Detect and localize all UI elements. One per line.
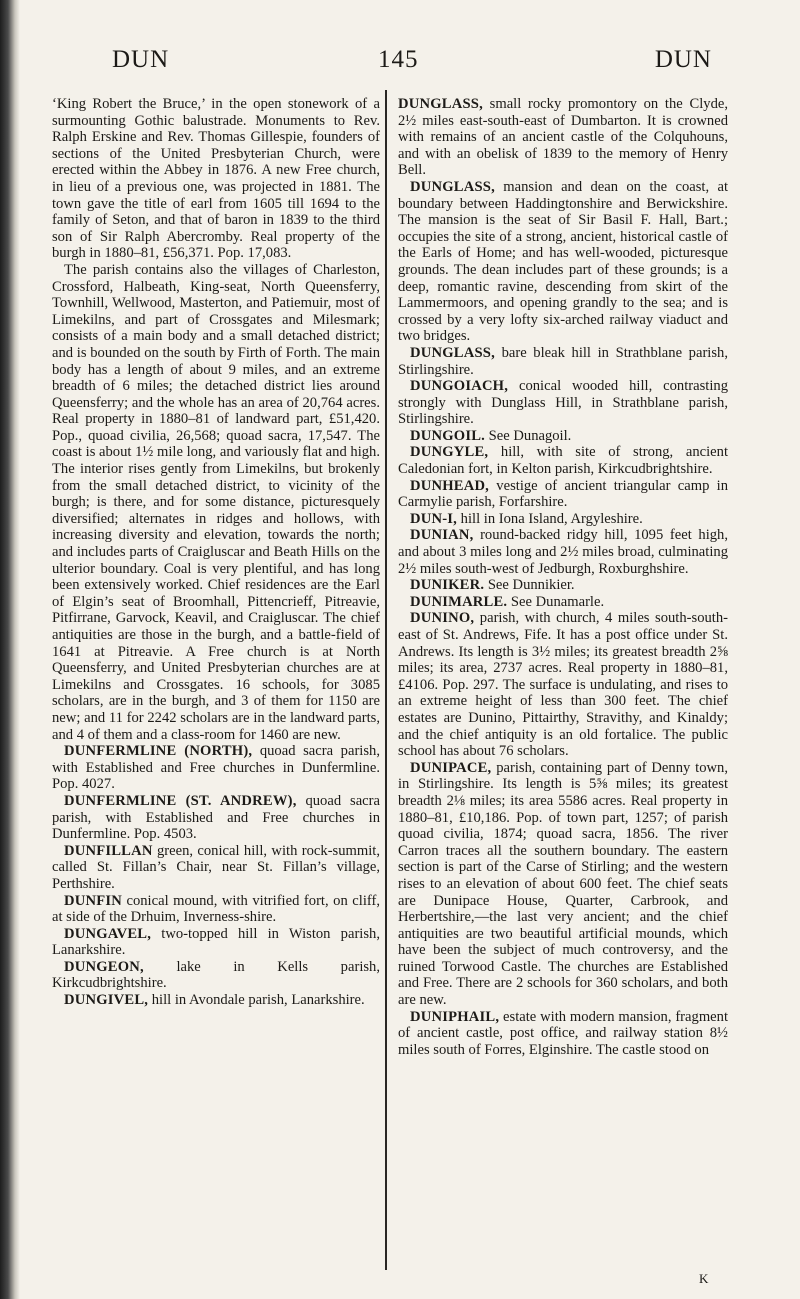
running-header — [112, 46, 712, 74]
entry-text: bare bleak hill in Strathblane parish, Stirlingshire. — [398, 344, 728, 378]
dictionary-entry — [398, 378, 728, 428]
dictionary-entry — [52, 992, 380, 1009]
dictionary-entry — [398, 96, 728, 179]
entry-text: small rocky promontory on the Clyde, 2½ miles east-south-east of Dumbarton. It is crowned with remains of an ancient castle of the Colquhouns, and with an obelisk of 1839 to the memory of Henry Bell. — [398, 96, 728, 179]
entry-text: ‘King Robert the Bruce,’ in the open stonework of a surmounting Gothic balustrade. Monuments to Rev. Ralph Erskine and Rev. Thomas Gillespie, founders of sections of the United Presbyterian Church, were erected within the Abbey in 1876. A new Free church, in lieu of a previous one, was projected in 1881. The town gave the title of earl from 1605 till 1694 to the family of Seton, and that of baron in 1839 to the third son of Sir Ralph Abercromby. Real property of the burgh in 1880–81, £56,371. Pop. 17,083. — [52, 96, 380, 262]
dictionary-entry — [398, 1009, 728, 1059]
entry-text: See Dunnikier. — [484, 577, 575, 594]
entry-headword: DUNFILLAN — [64, 842, 153, 859]
page-number: 145 — [378, 46, 419, 73]
entry-headword: DUNGOIACH, — [410, 378, 509, 395]
dictionary-entry — [52, 959, 380, 992]
entry-headword: DUNGEON, — [64, 958, 144, 975]
entry-text: lake in Kells parish, Kirkcudbrightshire. — [52, 958, 380, 992]
dictionary-entry — [52, 793, 380, 843]
entry-headword: DUN-I, — [410, 510, 458, 527]
entry-text: hill in Avondale parish, Lanarkshire. — [148, 992, 365, 1009]
book-spine-shadow — [0, 0, 20, 1299]
dictionary-entry — [398, 577, 728, 594]
dictionary-entry — [398, 345, 728, 378]
dictionary-entry — [398, 527, 728, 577]
left-column — [52, 96, 380, 1009]
entry-headword: DUNIMARLE. — [410, 593, 508, 610]
entry-text: parish, containing part of Denny town, in Stirlingshire. Its length is 5⅝ miles; its greatest breadth 2⅛ miles; its area 5586 acres. Real property in 1880–81, £10,186. Pop. of town part, 1257; of parish quoad civilia, 1874; quoad sacra, 1856. The river Carron traces all the southern boundary. The eastern section is part of the Carse of Stirling; and the western rises to an elevation of about 600 feet. The chief seats are Dunipace House, Quarter, Carbrook, and Herbertshire,—the last very ancient; and the chief antiquities are two beautiful artificial mounds, which have been the subject of much controversy, and the ruined Torwood Castle. The churches are Established and Free. There are 2 schools for 360 scholars, and both are new. — [398, 759, 728, 1009]
entry-headword: DUNGYLE, — [410, 444, 489, 461]
column-divider — [385, 90, 387, 1270]
dictionary-entry — [398, 428, 728, 445]
entry-headword: DUNFERMLINE (ST. ANDREW), — [64, 792, 297, 809]
entry-text: two-topped hill in Wiston parish, Lanarkshire. — [52, 925, 380, 959]
signature-mark: K — [699, 1271, 709, 1286]
right-column — [398, 96, 728, 1058]
entry-text: hill, with site of strong, ancient Caledonian fort, in Kelton parish, Kirkcudbrightshire. — [398, 444, 728, 478]
entry-text: green, conical hill, with rock-summit, called St. Fillan’s Chair, near St. Fillan’s village, Perthshire. — [52, 842, 380, 892]
dictionary-entry — [52, 843, 380, 893]
dictionary-entry — [398, 760, 728, 1009]
entry-headword: DUNFERMLINE (NORTH), — [64, 743, 253, 760]
entry-text: See Dunagoil. — [484, 427, 572, 444]
dictionary-entry — [398, 594, 728, 611]
dictionary-entry — [52, 893, 380, 926]
entry-headword: DUNIPACE, — [410, 759, 492, 776]
entry-headword: DUNINO, — [410, 610, 475, 627]
entry-text: The parish contains also the villages of Charleston, Crossford, Halbeath, King-seat, North Queensferry, Townhill, Wellwood, Masterton, and Patiemuir, most of Limekilns, and part of Crossgates and Milesmark; consists of a main body and a small detached district; and is bounded on the south by Firth of Forth. The main body has a length of about 9 miles, and an extreme breadth of 6 miles; the detached district lies around Queensferry; and the whole has an area of 20,764 acres. Real property in 1880–81 of landward part, £51,420. Pop., quoad civilia, 26,568; quoad sacra, 17,547. The coast is about 1½ mile long, and variously flat and high. The interior rises gently from Limekilns, but brokenly from the small detached district, to vicinity of the burgh; is there, and for some distance, picturesquely diversified; alternates in ridges and hollows, with increasing diversity and elevation, towards the north; and includes parts of Craigluscar and Beath Hills on the ulterior boundary. Coal is very plentiful, and has long been extensively worked. Chief residences are the Earl of Elgin’s seat of Broomhall, Pittencrieff, Pitreavie, Pitfirrane, Garvock, Keavil, and Craigluscar. The chief antiquities are those in the burgh, and a battle-field of 1641 at Pitreavie. A Free church is at North Queensferry, and United Presbyterian churches are at Limekilns and Crossgates. 16 schools, for 3085 scholars, are in the burgh, and 3 of them for 1150 are new; and 11 for 2242 scholars are in the landward parts, and 4 of them and a class-room for 1460 are new. — [52, 261, 380, 743]
entry-text: vestige of ancient triangular camp in Carmylie parish, Forfarshire. — [398, 477, 728, 511]
dictionary-entry — [52, 926, 380, 959]
dictionary-entry — [398, 511, 728, 528]
entry-headword: DUNGLASS, — [398, 96, 483, 112]
entry-text: conical mound, with vitrified fort, on cliff, at side of the Drhuim, Inverness-shire. — [52, 892, 380, 926]
entry-text: quoad sacra parish, with Established and Free churches in Dunfermline. Pop. 4503. — [52, 792, 380, 843]
dictionary-entry — [52, 262, 380, 743]
entry-text: round-backed ridgy hill, 1095 feet high, and about 3 miles long and 2½ miles broad, culminating 2½ miles south-west of Jedburgh, Roxburghshire. — [398, 527, 728, 577]
entry-headword: DUNGLASS, — [410, 178, 495, 195]
entry-headword: DUNIAN, — [410, 527, 474, 544]
entry-text: conical wooded hill, contrasting strongly with Dunglass Hill, in Strathblane parish, Stirlingshire. — [398, 378, 728, 428]
entry-headword: DUNGIVEL, — [64, 992, 149, 1009]
entry-headword: DUNIPHAIL, — [410, 1008, 500, 1025]
dictionary-entry — [398, 478, 728, 511]
entry-text: hill in Iona Island, Argyleshire. — [457, 510, 643, 527]
header-left-word: DUN — [112, 46, 170, 73]
entry-headword: DUNIKER. — [410, 577, 485, 594]
entry-headword: DUNGAVEL, — [64, 925, 152, 942]
entry-text: See Dunamarle. — [507, 593, 605, 610]
header-right-word: DUN — [654, 46, 712, 73]
entry-text: parish, with church, 4 miles south-south-east of St. Andrews, Fife. It has a post office under St. Andrews. Its length is 3½ miles; its greatest breadth 2⅝ miles; its area, 2737 acres. Real property in 1880–81, £4106. Pop. 297. The surface is undulating, and rises to an extreme height of less than 300 feet. The chief estates are Dunino, Pittairthy, Stravithy, and Kinaldy; and the chief antiquity is an old fortalice. The public school has about 76 scholars. — [398, 610, 728, 760]
entry-headword: DUNFIN — [64, 892, 122, 909]
entry-headword: DUNGLASS, — [410, 344, 495, 361]
entry-text: estate with modern mansion, fragment of ancient castle, post office, and railway station 8½ miles south of Forres, Elginshire. The castle stood on — [398, 1008, 728, 1058]
dictionary-entry — [52, 96, 380, 262]
entry-text: quoad sacra parish, with Established and Free churches in Dunfermline. Pop. 4027. — [52, 743, 380, 793]
entry-headword: DUNHEAD, — [410, 477, 490, 494]
dictionary-entry — [52, 743, 380, 793]
dictionary-entry — [398, 610, 728, 759]
dictionary-entry — [398, 444, 728, 477]
entry-headword: DUNGOIL. — [410, 427, 485, 444]
dictionary-entry — [398, 179, 728, 345]
entry-text: mansion and dean on the coast, at boundary between Haddingtonshire and Berwickshire. The mansion is the seat of Sir Basil F. Hall, Bart.; occupies the site of a strong, ancient, historical castle of the Earls of Home; and has well-wooded, picturesque grounds. The dean includes part of these grounds; is a deep, romantic ravine, descending from skirt of the Lammermoors, and opening grandly to the sea; and is crossed by a very lofty six-arched railway viaduct and two bridges. — [398, 178, 728, 345]
